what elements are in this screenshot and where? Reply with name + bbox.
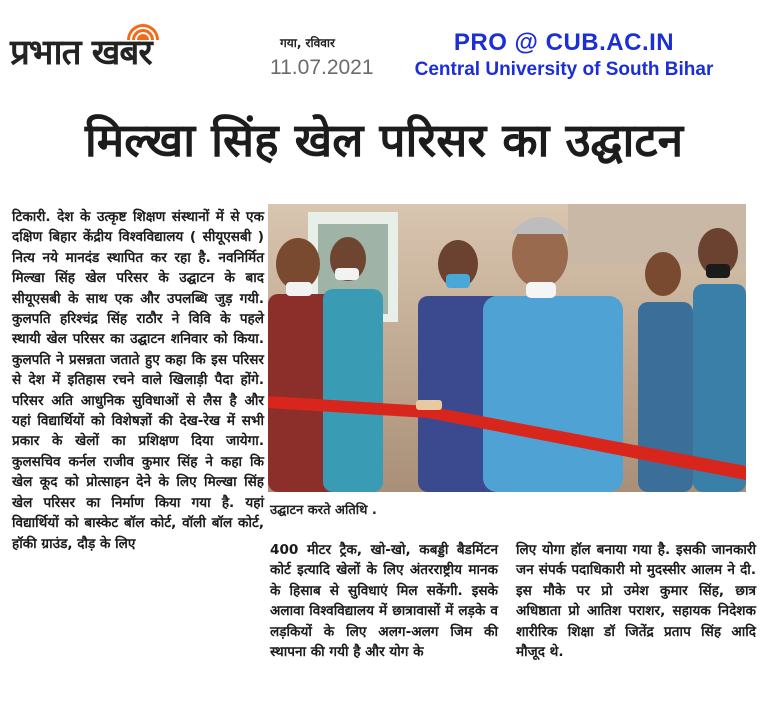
- pro-email: PRO @ CUB.AC.IN: [453, 29, 675, 56]
- pro-stamp: [384, 28, 744, 82]
- newspaper-logo: [10, 22, 245, 77]
- logo-wordmark: प्रभात खबर: [10, 33, 152, 73]
- article-column-1-text: देश के उत्कृष्ट शिक्षण संस्थानों में से एक दक्षिण बिहार केंद्रीय विश्वविद्यालय ( सीयूएसबी ) नित्य नये मानदंड स्थापित कर रहा है. नवनिर्मित मिल्खा सिंह खेल परिसर के उद्घाटन के बाद सीयूएसबी के साथ एक और उपलब्धि जुड़ गयी. कुलपति हरिश्चंद्र सिंह राठौर ने विवि के पहले स्थायी खेल परिसर का उद्घाटन शनिवार को किया. कुलपति ने प्रसन्नता जताते हुए कहा कि इस परिसर से देश में इतिहास रचने वाले खिलाड़ी पैदा होंगे. परिसर अति आधुनिक सुविधाओं से लैस है और यहां विद्यार्थियों को विशेषज्ञों की देख-रेख में सभी प्रकार के खेलों का प्रशिक्षण दिया जायेगा. कुलसचिव कर्नल राजीव कुमार सिंह ने कहा कि खेल कूद को प्रोत्साहन देने के लिए मिल्खा सिंह खेल परिसर का निर्माण किया गया है. यहां विद्यार्थियों को बास्केट बॉल कोर्ट, वॉली बॉल कोर्ट, हॉकी ग्राउंड, दौड़ के लिए: [12, 209, 265, 552]
- article-column-3: लिए योगा हॉल बनाया गया है. इसकी जानकारी जन संपर्क पदाधिकारी मो मुदस्सीर आलम ने दी. इस मौके पर प्रो उमेश कुमार सिंह, छात्र अधिष्ठाता प्रो आतिश पराशर, सहायक निदेशक शारीरिक शिक्षा डॉ जितेंद्र प्रताप सिंह आदि मौजूद थे.: [516, 542, 756, 661]
- publication-date: 11.07.2021: [270, 56, 374, 79]
- article-headline: मिल्खा सिंह खेल परिसर का उद्घाटन: [84, 113, 684, 167]
- article-column-2: 400 मीटर ट्रैक, खो-खो, कबड्डी बैडमिंटन कोर्ट इत्यादि खेलों के लिए अंतरराष्ट्रीय मानक के हिसाब से सुविधाएं मिल सकेंगी. इसके अलावा विश्वविद्यालय में छात्रावासों में लड़के व लड़कियों के लिए अलग-अलग जिम की स्थापना की गयी है और योग के: [270, 542, 498, 661]
- dateline: गया, रविवार: [280, 36, 335, 50]
- inauguration-photo: [268, 204, 746, 492]
- photo-caption: उद्घाटन करते अतिथि .: [270, 503, 377, 518]
- university-name: Central University of South Bihar: [414, 59, 714, 80]
- article-place: टिकारी.: [12, 209, 51, 225]
- article-column-1: [12, 207, 264, 554]
